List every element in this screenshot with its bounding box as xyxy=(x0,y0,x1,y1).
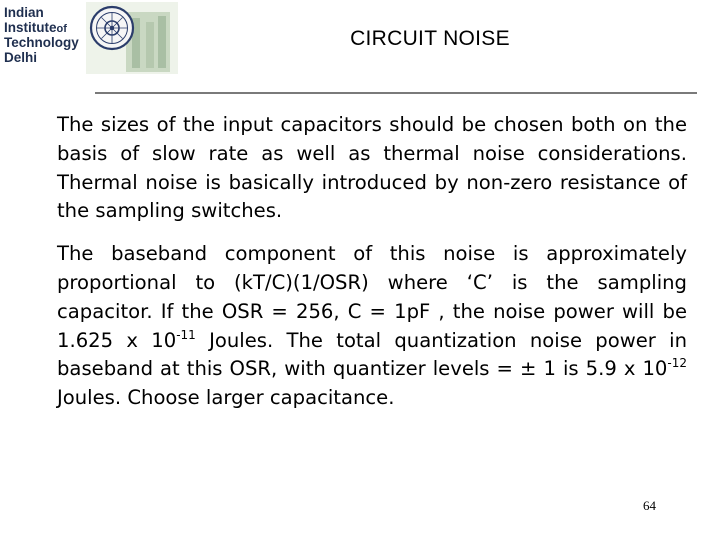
paragraph-baseband-noise xyxy=(57,240,687,413)
paragraph2-text-part1: The baseband component of this noise is approximately proportional to (kT/C)(1/OSR) where ‘C’ is the sampling capacitor. If the OSR = 256, C = 1pF , the noise power will be 1.625 x 10 xyxy=(57,242,687,352)
logo-word-of: of xyxy=(56,22,67,35)
logo-line-institute xyxy=(4,21,79,37)
logo-line-delhi: Delhi xyxy=(4,49,38,65)
emblem-seal-icon xyxy=(91,7,133,49)
logo-emblem-graphic xyxy=(86,2,178,74)
logo-line-technology: Technology xyxy=(4,35,79,50)
slide-body xyxy=(57,111,687,413)
exponent-quantization-noise: -12 xyxy=(667,356,687,371)
paragraph2-text-part3: Joules. Choose larger capacitance. xyxy=(57,386,395,410)
title-divider xyxy=(95,92,697,94)
exponent-noise-power: -11 xyxy=(176,327,196,342)
iit-delhi-logo xyxy=(0,0,180,78)
paragraph-thermal-noise: The sizes of the input capacitors should be chosen both on the basis of slow rate as well as thermal noise considerations. Thermal noise is basically introduced by non-zero resistance of the sampling switches. xyxy=(57,113,687,223)
page-number: 64 xyxy=(643,498,656,513)
slide-title: CIRCUIT NOISE xyxy=(350,27,510,50)
logo-line-indian: Indian xyxy=(4,5,44,20)
logo-text xyxy=(4,6,79,65)
paragraph2-text-part2: Joules. The total quantization noise power in baseband at this OSR, with quantizer levels = ± 1 is 5.9 x 10 xyxy=(57,328,688,381)
logo-word-institute: Institute xyxy=(4,19,57,35)
